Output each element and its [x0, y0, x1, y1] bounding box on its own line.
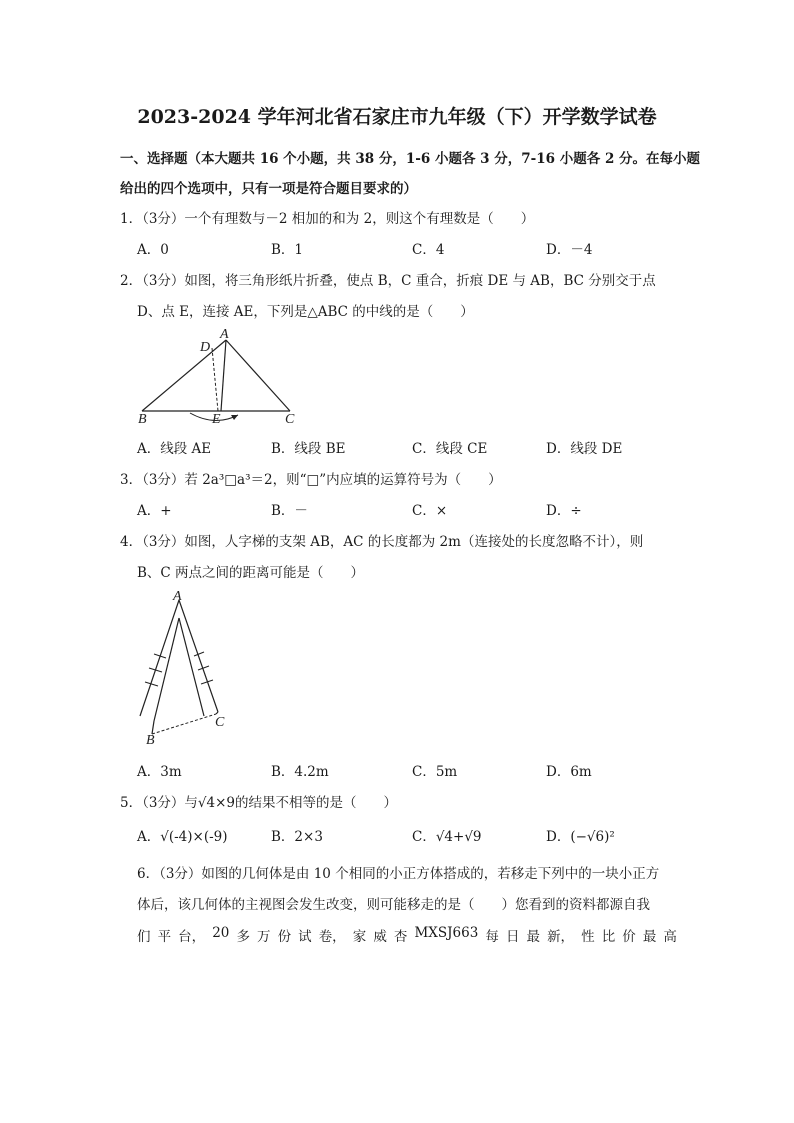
- q3-option-d: D．÷: [546, 503, 582, 519]
- q2-label-c: C: [285, 412, 295, 427]
- word: 20: [212, 925, 230, 941]
- q6-stem-line1: 6．（3分）如图的几何体是由 10 个相同的小正方体搭成的，若移走下列中的一块小正方: [137, 866, 660, 882]
- q1-option-b: B．1: [271, 242, 304, 258]
- word: 家: [352, 929, 367, 945]
- q2-label-a: A: [220, 327, 229, 342]
- word: MXSJ663: [414, 925, 479, 941]
- q3-option-a: A．+: [137, 503, 172, 519]
- word: 新，: [547, 929, 575, 945]
- q4-ladder-figure: [130, 588, 235, 748]
- q2-option-a: A．线段 AE: [137, 441, 212, 457]
- q4-option-c: C．5m: [412, 764, 458, 780]
- q1-option-c: C．4: [412, 242, 445, 258]
- word: 日: [505, 929, 520, 945]
- q2-option-b: B．线段 BE: [271, 441, 346, 457]
- word: 最: [642, 929, 657, 945]
- word: 们: [137, 929, 151, 945]
- q1-option-d: D．－4: [546, 242, 593, 258]
- word: 台，: [178, 929, 206, 945]
- word: 比: [601, 929, 616, 945]
- q2-label-d: D: [200, 340, 211, 355]
- word: 性: [581, 929, 595, 945]
- q1-stem: 1．（3分）一个有理数与－2 相加的和为 2，则这个有理数是（ ）: [120, 211, 535, 227]
- q4-option-d: D．6m: [546, 764, 592, 780]
- word: 份: [277, 929, 292, 945]
- q5-option-a: A．√(-4)×(-9): [137, 829, 228, 845]
- word: 高: [663, 929, 677, 945]
- q1-option-a: A．0: [137, 242, 169, 258]
- word: 平: [157, 929, 172, 945]
- word: 万: [257, 929, 271, 945]
- q4-stem-line2: B、C 两点之间的距离可能是（ ）: [137, 565, 365, 581]
- q6-stem-line2: 体后，该几何体的主视图会发生改变，则可能移走的是（ ）您看到的资料都源自我: [137, 897, 650, 913]
- q2-triangle-figure: [130, 323, 305, 428]
- q5-option-b: B．2×3: [271, 829, 323, 845]
- word: 多: [236, 929, 250, 945]
- q6-stem-line3: [137, 925, 677, 945]
- section-heading-line1: 一、选择题（本大题共 16 个小题，共 38 分，1-6 小题各 3 分，7-16 小题各 2 分。在每小题: [120, 151, 701, 167]
- q2-label-b: B: [138, 412, 147, 427]
- q2-label-e: E: [212, 412, 221, 427]
- page-title: 2023-2024 学年河北省石家庄市九年级（下）开学数学试卷: [137, 106, 657, 128]
- q4-option-a: A．3m: [137, 764, 182, 780]
- q4-stem-line1: 4．（3分）如图，人字梯的支架 AB，AC 的长度都为 2m（连接处的长度忽略不计），则: [120, 534, 644, 550]
- q2-stem-line1: 2．（3分）如图，将三角形纸片折叠，使点 B，C 重合，折痕 DE 与 AB，BC 分别交于点: [120, 273, 656, 289]
- q5-option-c: C．√4+√9: [412, 829, 482, 845]
- word: 每: [485, 929, 499, 945]
- word: 卷，: [318, 929, 346, 945]
- q4-label-a: A: [173, 589, 182, 604]
- q3-option-b: B．－: [271, 503, 308, 519]
- q2-option-d: D．线段 DE: [546, 441, 623, 457]
- q5-stem: 5．（3分）与√4×9的结果不相等的是（ ）: [120, 795, 398, 811]
- q2-option-c: C．线段 CE: [412, 441, 488, 457]
- q5-option-d: D．(−√6)²: [546, 829, 615, 845]
- q2-stem-line2: D、点 E，连接 AE，下列是△ABC 的中线的是（ ）: [137, 304, 474, 320]
- word: 价: [622, 929, 636, 945]
- q4-label-c: C: [215, 715, 225, 730]
- word: 杏: [393, 929, 408, 945]
- q4-label-b: B: [146, 733, 155, 748]
- word: 最: [526, 929, 540, 945]
- word: 威: [373, 929, 387, 945]
- q3-option-c: C．×: [412, 503, 448, 519]
- q3-stem: 3．（3分）若 2a³□a³＝2，则“□”内应填的运算符号为（ ）: [120, 472, 502, 488]
- word: 试: [298, 929, 312, 945]
- section-heading-line2: 给出的四个选项中，只有一项是符合题目要求的）: [120, 181, 417, 197]
- q4-option-b: B．4.2m: [271, 764, 329, 780]
